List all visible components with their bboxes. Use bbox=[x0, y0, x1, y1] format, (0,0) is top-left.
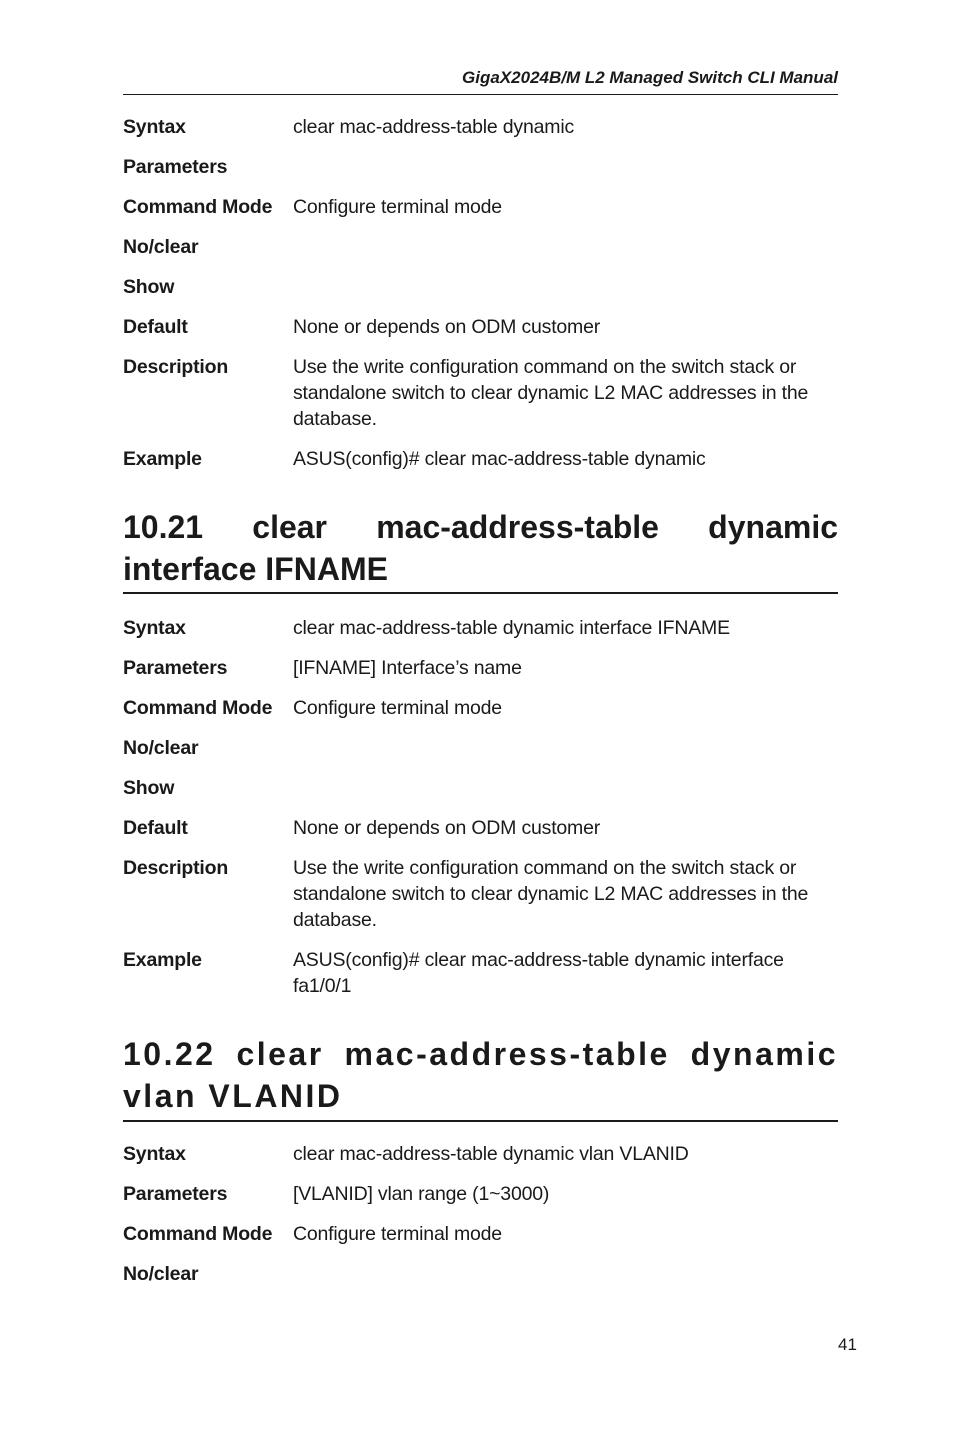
row-default bbox=[123, 815, 838, 841]
command-table-10-22 bbox=[123, 1141, 838, 1301]
row-show bbox=[123, 775, 838, 801]
section-rule-10-22 bbox=[123, 1120, 838, 1122]
label: Show bbox=[123, 777, 175, 799]
label: Syntax bbox=[123, 1143, 186, 1165]
row-command-mode bbox=[123, 1221, 838, 1247]
value: clear mac-address-table dynamic bbox=[293, 116, 574, 138]
row-syntax bbox=[123, 1141, 838, 1167]
value bbox=[293, 775, 838, 801]
label: Example bbox=[123, 448, 202, 470]
row-syntax bbox=[123, 615, 838, 641]
value: [IFNAME] Interface’s name bbox=[293, 657, 522, 679]
value bbox=[293, 1261, 838, 1287]
row-no-clear bbox=[123, 234, 838, 260]
row-example bbox=[123, 446, 838, 472]
page-number: 41 bbox=[838, 1335, 857, 1354]
section-heading-text: 10.22 clear mac-address-table dynamic vlan VLANID bbox=[123, 1036, 838, 1114]
value: None or depends on ODM customer bbox=[293, 316, 601, 338]
label: No/clear bbox=[123, 737, 199, 759]
label: Syntax bbox=[123, 617, 186, 639]
label: Command Mode bbox=[123, 196, 273, 218]
section-rule-10-21 bbox=[123, 592, 838, 594]
label: Default bbox=[123, 817, 188, 839]
running-header: GigaX2024B/M L2 Managed Switch CLI Manual bbox=[462, 68, 838, 87]
label: Parameters bbox=[123, 156, 228, 178]
label: Example bbox=[123, 949, 202, 971]
value: clear mac-address-table dynamic vlan VLANID bbox=[293, 1143, 689, 1165]
value bbox=[293, 234, 838, 260]
row-no-clear bbox=[123, 735, 838, 761]
section-heading-10-22 bbox=[123, 1033, 838, 1117]
label: Description bbox=[123, 857, 229, 879]
command-table-10-21 bbox=[123, 615, 838, 1013]
row-description bbox=[123, 354, 838, 432]
value: clear mac-address-table dynamic interface IFNAME bbox=[293, 617, 730, 639]
label: No/clear bbox=[123, 1263, 199, 1285]
row-default bbox=[123, 314, 838, 340]
row-example bbox=[123, 947, 838, 999]
value: Configure terminal mode bbox=[293, 697, 502, 719]
label: Command Mode bbox=[123, 1223, 273, 1245]
value: Configure terminal mode bbox=[293, 1223, 502, 1245]
label: Parameters bbox=[123, 657, 228, 679]
label: Default bbox=[123, 316, 188, 338]
row-syntax bbox=[123, 114, 838, 140]
value: None or depends on ODM customer bbox=[293, 817, 601, 839]
command-table-top bbox=[123, 114, 838, 486]
section-heading-10-21: 10.21 clear mac-address-table dynamic interface IFNAME bbox=[123, 509, 838, 587]
value bbox=[293, 735, 838, 761]
row-no-clear bbox=[123, 1261, 838, 1287]
label: Command Mode bbox=[123, 697, 273, 719]
value bbox=[293, 154, 838, 180]
row-parameters bbox=[123, 154, 838, 180]
row-parameters bbox=[123, 1181, 838, 1207]
value: Use the write configuration command on the switch stack or standalone switch to clear dynamic L2 MAC addresses in the database. bbox=[293, 356, 809, 430]
row-show bbox=[123, 274, 838, 300]
value: ASUS(config)# clear mac-address-table dynamic bbox=[293, 448, 706, 470]
value bbox=[293, 274, 838, 300]
header-rule bbox=[123, 94, 838, 95]
row-parameters bbox=[123, 655, 838, 681]
row-description bbox=[123, 855, 838, 933]
value: ASUS(config)# clear mac-address-table dynamic interface fa1/0/1 bbox=[293, 949, 784, 997]
value: Configure terminal mode bbox=[293, 196, 502, 218]
value: [VLANID] vlan range (1~3000) bbox=[293, 1183, 550, 1205]
label: Syntax bbox=[123, 116, 186, 138]
label: Parameters bbox=[123, 1183, 228, 1205]
label: No/clear bbox=[123, 236, 199, 258]
label: Show bbox=[123, 276, 175, 298]
row-command-mode bbox=[123, 695, 838, 721]
label: Description bbox=[123, 356, 229, 378]
row-command-mode bbox=[123, 194, 838, 220]
value: Use the write configuration command on the switch stack or standalone switch to clear dynamic L2 MAC addresses in the database. bbox=[293, 857, 809, 931]
